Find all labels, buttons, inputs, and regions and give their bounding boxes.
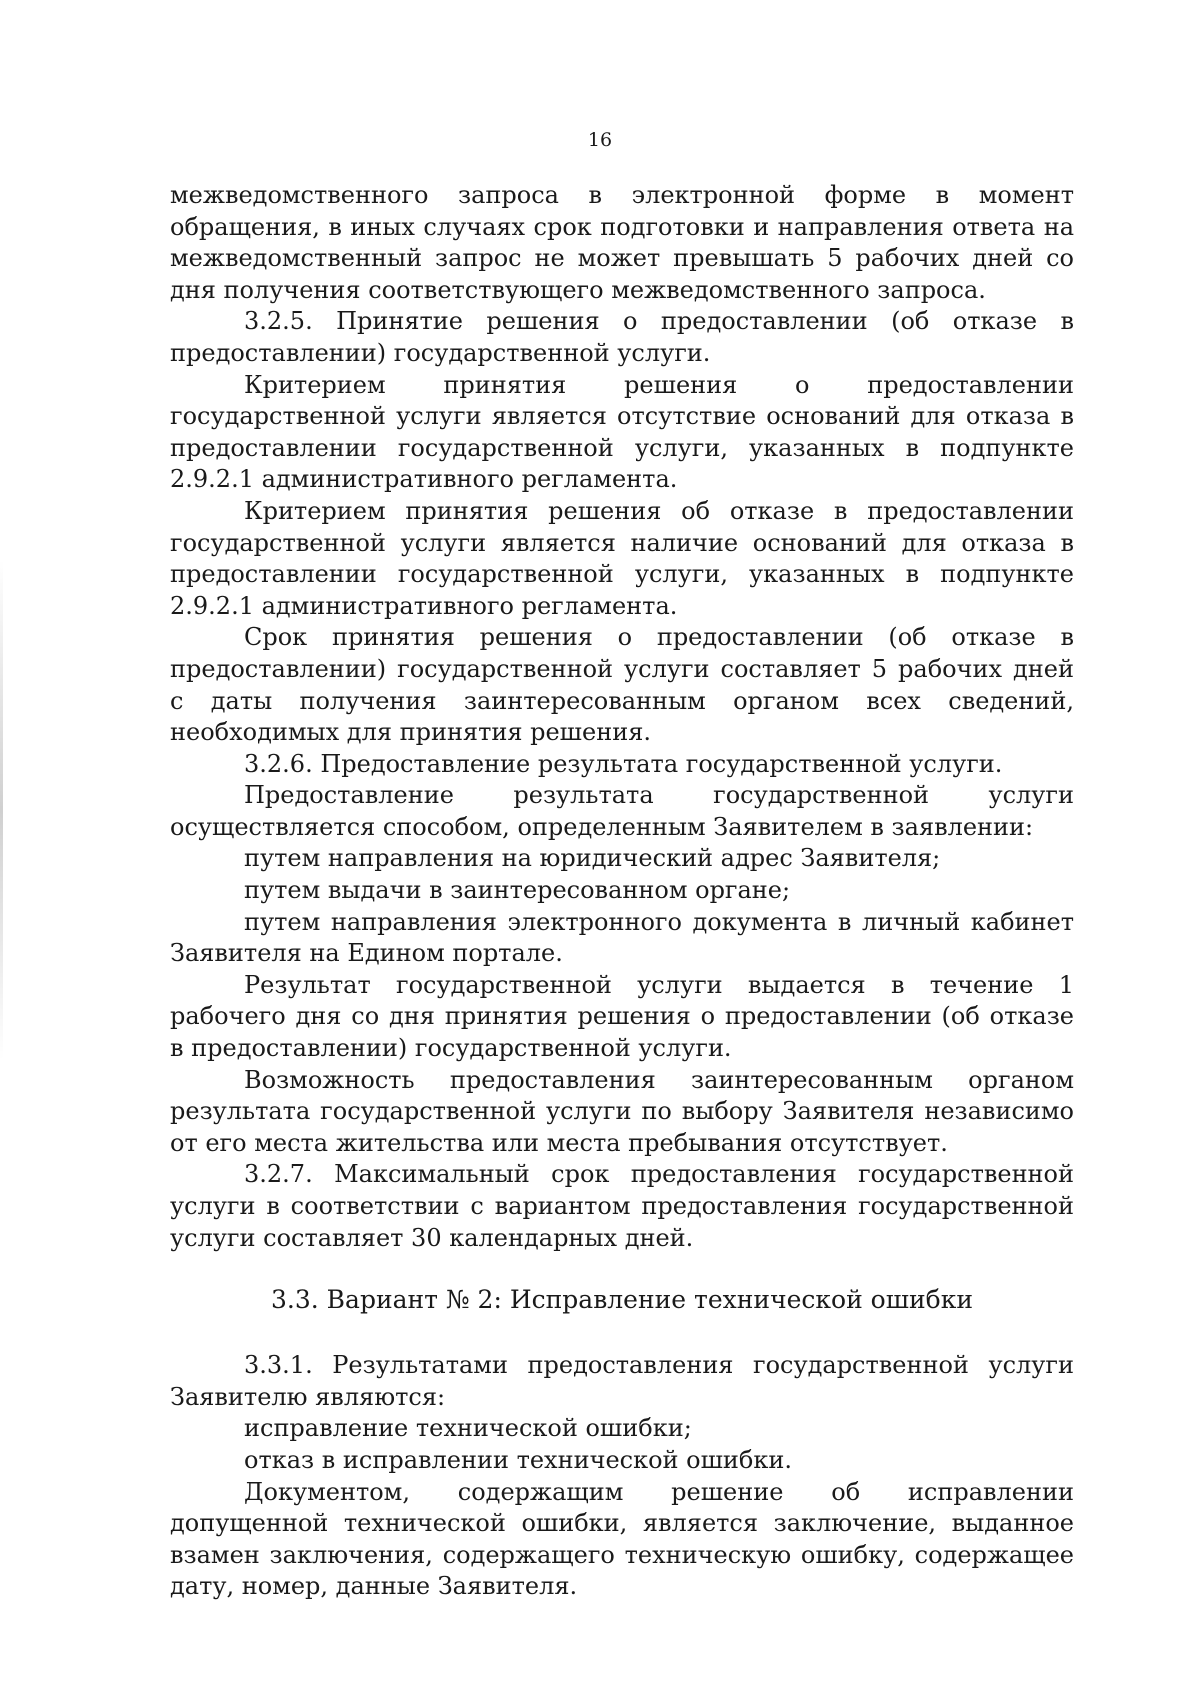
list-item-electronic-document: путем направления электронного документа в личный кабинет Заявителя на Едином портале.	[170, 907, 1074, 968]
paragraph-3-2-7: 3.2.7. Максимальный срок предоставления государственной услуги в соответствии с вариантом предоставления государственной услуги составляет 30 календарных дней.	[170, 1160, 1074, 1252]
list-item-refusal: отказ в исправлении технической ошибки.	[244, 1445, 793, 1474]
paragraph-extraterritorial: Возможность предоставления заинтересованным органом результата государственной услуги по выбору Заявителя независимо от его места жительства или места пребывания отсутствует.	[170, 1065, 1074, 1157]
paragraph-document-decision: Документом, содержащим решение об исправлении допущенной технической ошибки, является заключение, выданное взамен заключения, содержащего техническую ошибку, содержащее дату, номер, данные Заявителя.	[170, 1477, 1074, 1601]
paragraph-3-2-5: 3.2.5. Принятие решения о предоставлении (об отказе в предоставлении) государственной услуги.	[170, 307, 1074, 367]
list-item-legal-address: путем направления на юридический адрес Заявителя;	[244, 844, 941, 873]
paragraph-criterion-grant: Критерием принятия решения о предоставлении государственной услуги является отсутствие оснований для отказа в предоставлении государственной услуги, указанных в подпункте 2.9.2.1 административного регламента.	[170, 370, 1074, 494]
list-item-issue-in-office: путем выдачи в заинтересованном органе;	[244, 876, 791, 905]
scan-edge-artifact	[0, 560, 3, 1060]
paragraph-3-3-1: 3.3.1. Результатами предоставления государственной услуги Заявителю являются:	[170, 1351, 1074, 1411]
document-body	[170, 180, 1074, 1603]
paragraph-result-method: Предоставление результата государственной услуги осуществляется способом, определенным Заявителем в заявлении:	[170, 781, 1074, 841]
list-item-correction: исправление технической ошибки;	[244, 1414, 692, 1443]
page-number: 16	[587, 129, 613, 151]
paragraph-criterion-refusal: Критерием принятия решения об отказе в предоставлении государственной услуги является наличие оснований для отказа в предоставлении государственной услуги, указанных в подпункте 2.9.2.1 административного регламента.	[170, 496, 1074, 620]
paragraph-intro-continuation: межведомственного запроса в электронной форме в момент обращения, в иных случаях срок подготовки и направления ответа на межведомственный запрос не может превышать 5 рабочих дней со дня получения соответствующего межведомственного запроса.	[170, 181, 1074, 304]
paragraph-decision-term: Срок принятия решения о предоставлении (об отказе в предоставлении) государственной услуги составляет 5 рабочих дней с даты получения заинтересованным органом всех сведений, необходимых для принятия решения.	[170, 623, 1074, 747]
section-title: 3.3. Вариант № 2: Исправление технической ошибки	[271, 1285, 973, 1315]
paragraph-result-issue-term: Результат государственной услуги выдается в течение 1 рабочего дня со дня принятия решения о предоставлении (об отказе в предоставлении) государственной услуги.	[170, 970, 1074, 1063]
paragraph-3-2-6: 3.2.6. Предоставление результата государственной услуги.	[244, 749, 1003, 778]
